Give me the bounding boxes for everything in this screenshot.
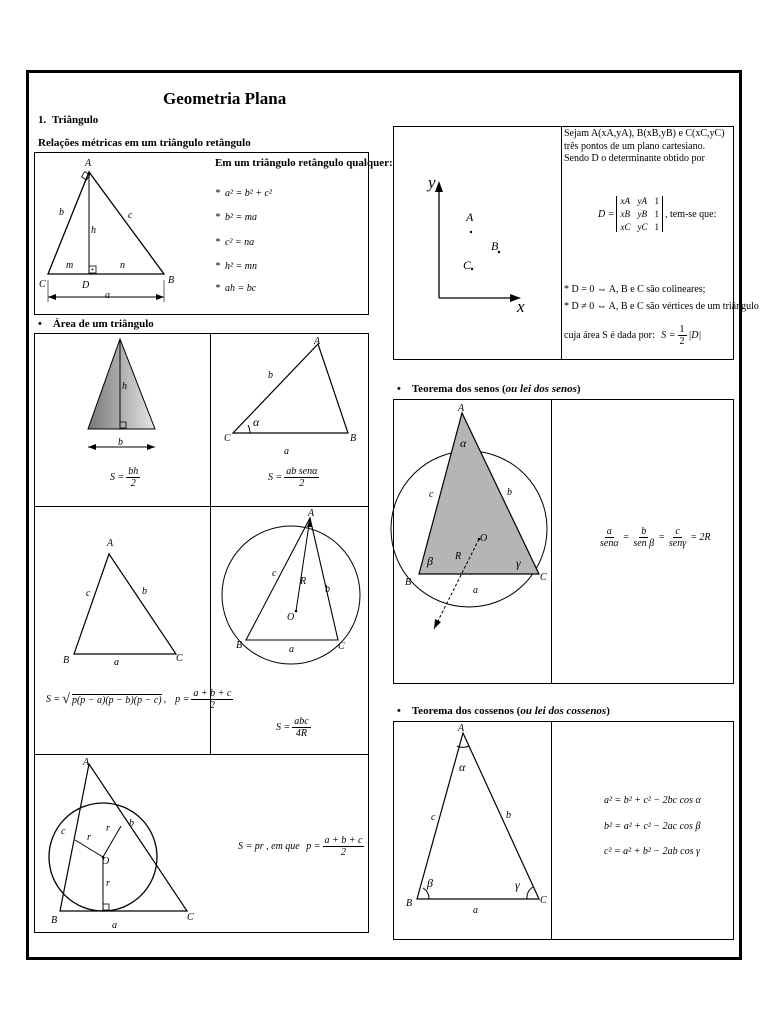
- svg-text:b: b: [129, 818, 134, 829]
- svg-text:y: y: [428, 173, 436, 192]
- law-of-cosines-b: b² = a² + c² − 2ac cos β: [604, 821, 701, 832]
- svg-text:R: R: [300, 576, 307, 587]
- svg-text:C: C: [224, 433, 231, 444]
- collinear-case: * D = 0 ⇔ A, B e C são colineares;: [564, 284, 706, 295]
- coordinate-divider: [561, 126, 562, 360]
- law-of-cosines-a: a² = b² + c² − 2bc cos α: [604, 795, 701, 806]
- svg-text:B: B: [51, 915, 58, 926]
- svg-text:h: h: [122, 381, 127, 392]
- svg-text:a: a: [473, 585, 478, 596]
- svg-text:r: r: [106, 878, 110, 889]
- svg-text:α: α: [460, 436, 467, 450]
- formula-c2: * c² = na: [215, 237, 255, 248]
- svg-text:C: C: [187, 912, 194, 923]
- vertex-label: A: [85, 158, 92, 169]
- svg-text:C: C: [463, 258, 472, 272]
- svg-text:B: B: [350, 433, 357, 444]
- law-of-sines-formula: $\frac{a}{\text{senα}}$ = $\frac{b}{\text{sen β}}$ = $\frac{c}{\text{senγ}}$ = 2R: [600, 526, 711, 549]
- right-triangle-diagram: [34, 152, 234, 315]
- svg-text:C: C: [338, 641, 345, 652]
- cartesian-plane-diagram: [393, 126, 561, 360]
- svg-text:c: c: [128, 210, 133, 221]
- area-formula-sine: S = $\frac{\text{ab senα}}{2}$: [268, 466, 318, 489]
- svg-text:B: B: [168, 275, 175, 286]
- sines-heading: • Teorema dos senos (ou lei dos senos): [397, 383, 581, 395]
- svg-text:a: a: [284, 446, 289, 457]
- svg-text:B: B: [406, 898, 413, 909]
- section-number: 1.: [38, 114, 47, 126]
- any-right-triangle-label: Em um triângulo retângulo qualquer:: [215, 157, 393, 169]
- svg-text:A: A: [458, 723, 465, 734]
- law-of-cosines-diagram: [393, 721, 551, 940]
- svg-text:b: b: [325, 584, 330, 595]
- svg-text:β: β: [427, 876, 433, 890]
- area-formula-heron: S = √ p(p − a)(p − b)(p − c) , p = $\frac{a + b + c}{2}$: [46, 688, 232, 711]
- law-of-sines-diagram: [393, 399, 551, 684]
- svg-text:a: a: [114, 657, 119, 668]
- svg-text:B: B: [491, 239, 499, 253]
- svg-text:c: c: [61, 826, 66, 837]
- svg-text:α: α: [459, 760, 466, 774]
- determinant-definition: D = xA yA 1 xB yB 1 xC yC 1 , tem-se que:: [598, 196, 717, 232]
- svg-text:C: C: [540, 895, 547, 906]
- svg-text:c: c: [431, 812, 436, 823]
- formula-b2: * b² = ma: [215, 212, 257, 223]
- svg-text:h: h: [91, 225, 96, 236]
- page-title: Geometria Plana: [163, 89, 287, 108]
- triangle-case: * D ≠ 0 ⇔ A, B e C são vértices de um triângulo: [564, 301, 759, 312]
- svg-text:b: b: [59, 207, 64, 218]
- svg-text:R: R: [455, 551, 462, 562]
- area-heading: • Área de um triângulo: [38, 318, 154, 330]
- svg-text:b: b: [118, 437, 123, 448]
- svg-text:A: A: [314, 336, 321, 347]
- svg-text:r: r: [87, 832, 91, 843]
- cosines-heading: • Teorema dos cossenos (ou lei dos cossenos): [397, 705, 610, 717]
- svg-text:A: A: [458, 403, 465, 414]
- svg-text:A: A: [107, 538, 114, 549]
- svg-text:O: O: [287, 612, 295, 623]
- cosines-divider: [551, 721, 552, 940]
- svg-text:c: c: [86, 588, 91, 599]
- svg-text:a: a: [473, 905, 478, 916]
- svg-text:B: B: [63, 655, 70, 666]
- svg-text:x: x: [517, 297, 525, 316]
- formula-h2: * h² = mn: [215, 261, 257, 272]
- svg-text:c: c: [429, 489, 434, 500]
- sines-divider: [551, 399, 552, 684]
- svg-text:a: a: [112, 920, 117, 931]
- svg-text:r: r: [106, 823, 110, 834]
- svg-text:A: A: [466, 210, 474, 224]
- svg-text:A: A: [308, 508, 315, 519]
- svg-text:a: a: [289, 644, 294, 655]
- area-formula-base-height: S = $\frac{bh}{2}$: [110, 466, 139, 489]
- svg-text:O: O: [480, 533, 488, 544]
- section-title: Triângulo: [52, 114, 99, 126]
- svg-text:B: B: [236, 640, 243, 651]
- inscribed-circle-diagram: [34, 754, 234, 933]
- svg-text:b: b: [142, 586, 147, 597]
- coordinate-description: Sejam A(xA,yA), B(xB,yB) e C(xC,yC) três pontos de um plano cartesiano. Sendo D o determinante obtido por: [564, 128, 725, 164]
- area-formula-circumradius: S = $\frac{\text{abc}}{4R}$: [276, 716, 309, 739]
- law-of-cosines-c: c² = a² + b² − 2ab cos γ: [604, 846, 700, 857]
- svg-text:b: b: [268, 370, 273, 381]
- heron-triangle-diagram: [34, 506, 210, 754]
- formula-pythagoras: * a² = b² + c²: [215, 188, 272, 199]
- svg-text:D: D: [82, 280, 90, 291]
- area-formula-inradius: S = pr , em que p = $\frac{a + b + c}{2}$: [238, 835, 363, 858]
- svg-text:c: c: [272, 568, 277, 579]
- svg-text:α: α: [253, 415, 260, 429]
- svg-text:m: m: [66, 260, 74, 271]
- formula-ah: * ah = bc: [215, 283, 257, 294]
- svg-text:A: A: [83, 757, 90, 768]
- svg-text:γ: γ: [515, 878, 520, 892]
- svg-text:C: C: [176, 653, 183, 664]
- svg-text:a: a: [105, 290, 110, 301]
- svg-text:b: b: [506, 810, 511, 821]
- metric-heading: Relações métricas em um triângulo retângulo: [38, 137, 251, 149]
- svg-text:B: B: [405, 577, 412, 588]
- determinant-matrix: xA yA 1 xB yB 1 xC yC 1: [616, 196, 663, 232]
- svg-text:n: n: [120, 260, 125, 271]
- svg-text:C: C: [540, 572, 547, 583]
- svg-text:β: β: [427, 554, 433, 568]
- svg-text:b: b: [507, 487, 512, 498]
- svg-text:O: O: [102, 856, 110, 867]
- svg-text:γ: γ: [516, 556, 521, 570]
- area-by-determinant: cuja área S é dada por: S = $\frac{1}{2}$ |D|: [564, 324, 702, 347]
- svg-text:C: C: [39, 279, 46, 290]
